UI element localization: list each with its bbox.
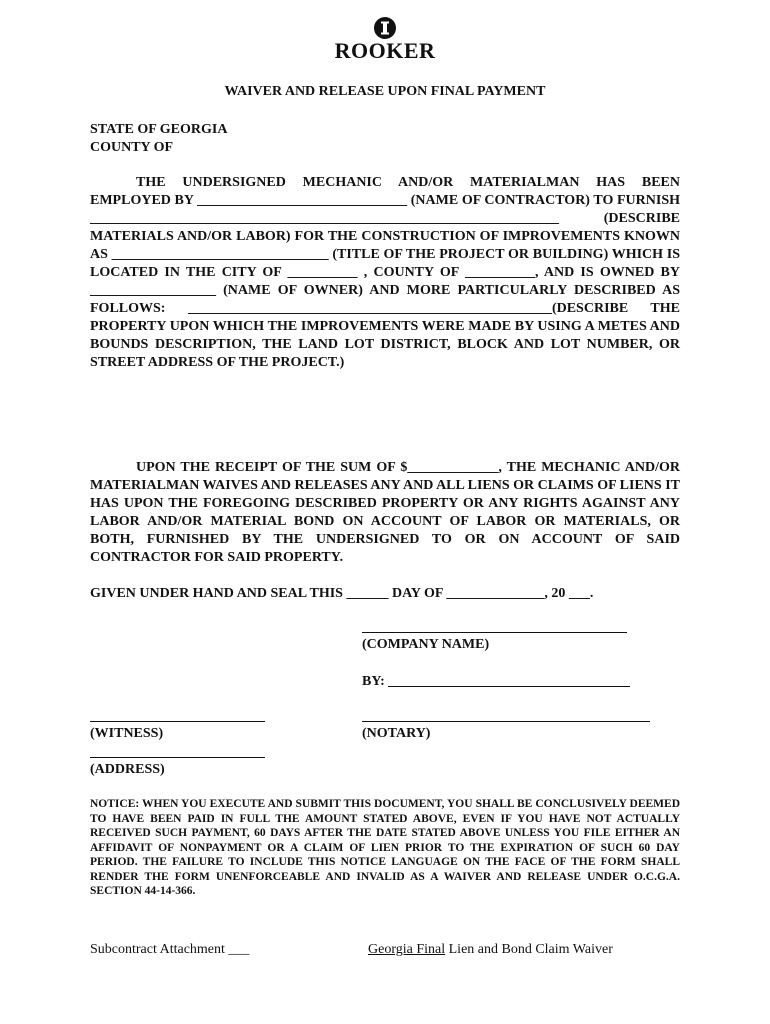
release-paragraph: UPON THE RECEIPT OF THE SUM OF $_____________, THE MECHANIC AND/OR MATERIALMAN WAIVES AND RELEASES ANY AND ALL LIENS OR CLAIMS OF LIENS IT HAS UPON THE FOREGOING DESCRIBED PROPERTY OR ANY RIGHTS AGAINST ANY LABOR AND/OR MATERIAL BOND ON ACCOUNT OF LABOR OR MATERIALS, OR BOTH, FURNISHED BY THE UNDERSIGNED TO OR ON ACCOUNT OF SAID CONTRACTOR FOR SAID PROPERTY. (90, 460, 680, 565)
company-name-line[interactable] (362, 632, 627, 633)
rooker-emblem-icon (373, 16, 397, 40)
county-line: COUNTY OF (90, 140, 174, 155)
notary-label: (NOTARY) (362, 726, 431, 741)
address-line[interactable] (90, 757, 265, 758)
address-label: (ADDRESS) (90, 762, 165, 777)
state-line: STATE OF GEORGIA (90, 122, 228, 137)
brand-name: ROOKER (334, 38, 436, 63)
employment-paragraph: THE UNDERSIGNED MECHANIC AND/OR MATERIALMAN HAS BEEN EMPLOYED BY ______________________________ (NAME OF CONTRACTOR) TO FURNISH ___________________________________________________________________ (DESCRIBE MATERIALS AND/OR LABOR) FOR THE CONSTRUCTION OF IMPROVEMENTS KNOWN AS _______________________________ (TITLE OF THE PROJECT OR BUILDING) WHICH IS LOCATED IN THE CITY OF __________ , COUNTY OF __________, AND IS OWNED BY __________________ (NAME OF OWNER) AND MORE PARTICULARLY DESCRIBED AS FOLLOWS: ____________________________________________________(DESCRIBE THE PROPERTY UPON WHICH THE IMPROVEMENTS WERE MADE BY USING A METES AND BOUNDS DESCRIPTION, THE LAND LOT DISTRICT, BLOCK AND LOT NUMBER, OR STREET ADDRESS OF THE PROJECT.) (90, 175, 680, 370)
document-title: WAIVER AND RELEASE UPON FINAL PAYMENT (224, 84, 546, 99)
notary-line[interactable] (362, 721, 650, 722)
by-signature-line[interactable] (388, 686, 630, 687)
company-logo (0, 16, 770, 63)
witness-line[interactable] (90, 721, 265, 722)
company-name-label: (COMPANY NAME) (362, 637, 490, 652)
form-name-footer (368, 942, 613, 958)
given-under-hand-line: GIVEN UNDER HAND AND SEAL THIS ______ DAY OF ______________, 20 ___. (90, 586, 594, 601)
statutory-notice: NOTICE: WHEN YOU EXECUTE AND SUBMIT THIS DOCUMENT, YOU SHALL BE CONCLUSIVELY DEEMED TO HAVE BEEN PAID IN FULL THE AMOUNT STATED ABOVE, EVEN IF YOU HAVE NOT ACTUALLY RECEIVED SUCH PAYMENT, 60 DAYS AFTER THE DATE STATED ABOVE UNLESS YOU FILE EITHER AN AFFIDAVIT OF NONPAYMENT OR A CLAIM OF LIEN PRIOR TO THE EXPIRATION OF SUCH 60 DAY PERIOD. THE FAILURE TO INCLUDE THIS NOTICE LANGUAGE ON THE FACE OF THE FORM SHALL RENDER THE FORM UNENFORCEABLE AND INVALID AS A WAIVER AND RELEASE UNDER O.C.G.A. SECTION 44-14-366. (90, 798, 680, 897)
subcontract-attachment: Subcontract Attachment ___ (90, 942, 250, 957)
form-name-rest: Lien and Bond Claim Waiver (445, 942, 613, 957)
by-label: BY: (362, 674, 385, 689)
form-name-state: Georgia Final (368, 942, 446, 957)
witness-label: (WITNESS) (90, 726, 164, 741)
